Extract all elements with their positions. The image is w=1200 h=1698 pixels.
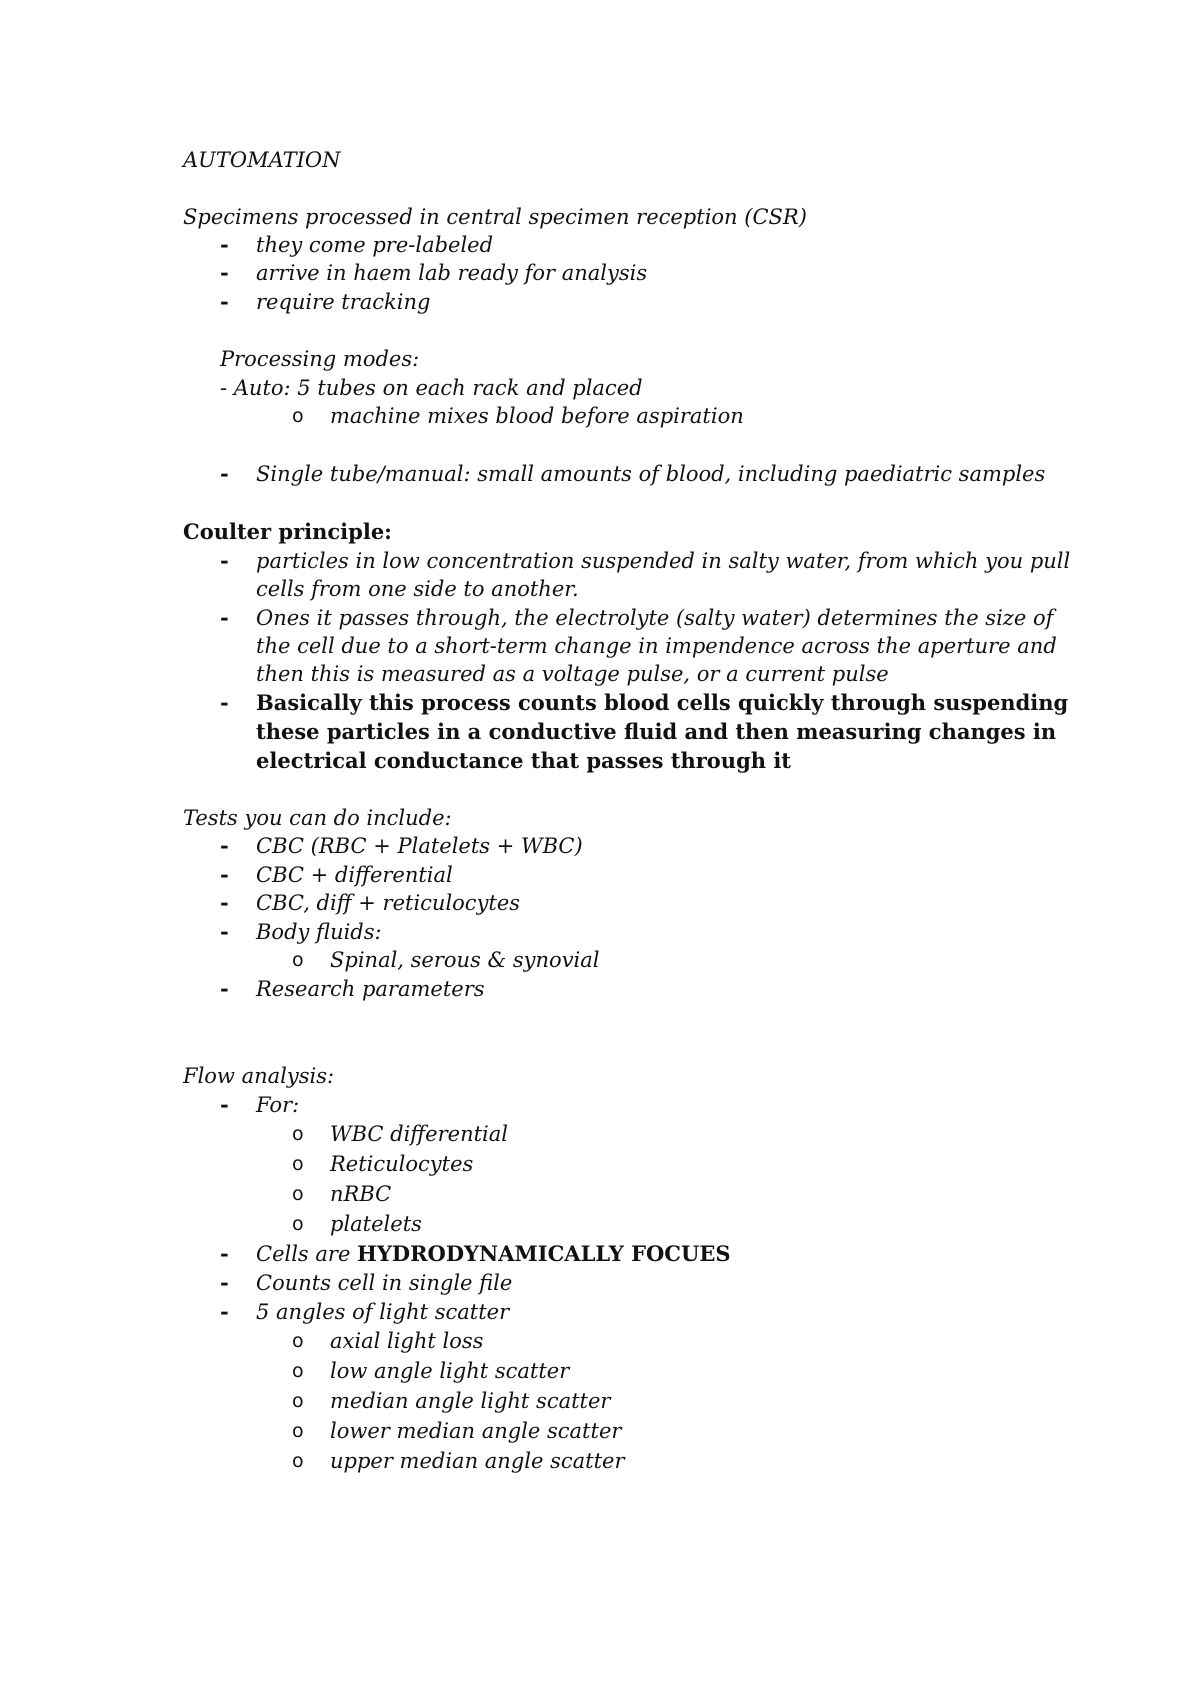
dash-marker: - — [220, 232, 229, 257]
circle-bullet: o — [292, 1123, 304, 1145]
list-sub-item: machine mixes blood before aspiration — [330, 404, 744, 428]
doc-title: AUTOMATION — [183, 148, 341, 172]
tests-heading: Tests you can do include: — [183, 806, 452, 830]
list-item-cont: the cell due to a short-term change in impendence across the aperture and — [256, 634, 1057, 658]
dash-marker: - — [220, 833, 229, 858]
dash-marker: - — [220, 605, 229, 630]
flow-heading: Flow analysis: — [183, 1064, 335, 1088]
list-item-bold-cont: electrical conductance that passes through it — [256, 748, 792, 773]
dash-marker: - — [220, 461, 229, 486]
dash-marker: - — [220, 890, 229, 915]
list-item: CBC (RBC + Platelets + WBC) — [256, 834, 583, 858]
list-item: For: — [256, 1093, 300, 1117]
list-item — [256, 1240, 731, 1268]
circle-bullet: o — [292, 1420, 304, 1442]
list-item: particles in low concentration suspended in salty water, from which you pull — [256, 549, 1071, 573]
list-sub-item: nRBC — [330, 1182, 392, 1206]
cells-emphasis: HYDRODYNAMICALLY FOCUES — [357, 1241, 731, 1266]
dash-marker: - — [220, 289, 229, 314]
dash-marker: - — [220, 862, 229, 887]
coulter-heading: Coulter principle: — [183, 519, 392, 544]
list-item: they come pre-labeled — [256, 233, 494, 257]
list-item: CBC + differential — [256, 863, 453, 887]
dash-marker: - — [220, 976, 229, 1001]
list-item-cont: cells from one side to another. — [256, 577, 579, 601]
list-sub-item: Spinal, serous & synovial — [330, 948, 600, 972]
circle-bullet: o — [292, 1360, 304, 1382]
list-item: Research parameters — [256, 977, 485, 1001]
circle-bullet: o — [292, 1330, 304, 1352]
list-sub-item: platelets — [330, 1212, 422, 1236]
dash-marker: - — [220, 548, 229, 573]
list-sub-item: upper median angle scatter — [330, 1449, 625, 1473]
cells-prefix: Cells are — [256, 1242, 358, 1266]
list-sub-item: lower median angle scatter — [330, 1419, 622, 1443]
list-sub-item: median angle light scatter — [330, 1389, 611, 1413]
list-item: Ones it passes through, the electrolyte (salty water) determines the size of — [256, 606, 1054, 630]
specimens-heading: Specimens processed in central specimen reception (CSR) — [183, 205, 807, 229]
list-item: require tracking — [256, 290, 431, 314]
processing-auto: - Auto: 5 tubes on each rack and placed — [220, 376, 643, 400]
list-item: arrive in haem lab ready for analysis — [256, 261, 648, 285]
circle-bullet: o — [292, 1153, 304, 1175]
list-sub-item: low angle light scatter — [330, 1359, 570, 1383]
dash-marker: - — [220, 1241, 229, 1266]
list-item: Counts cell in single file — [256, 1271, 513, 1295]
list-sub-item: WBC differential — [330, 1122, 508, 1146]
list-item-bold-cont: these particles in a conductive fluid and then measuring changes in — [256, 719, 1057, 744]
list-item-cont: then this is measured as a voltage pulse, or a current pulse — [256, 662, 889, 686]
dash-marker: - — [220, 260, 229, 285]
list-item: 5 angles of light scatter — [256, 1300, 510, 1324]
dash-marker: - — [220, 1299, 229, 1324]
circle-bullet: o — [292, 1450, 304, 1472]
circle-bullet: o — [292, 1390, 304, 1412]
list-sub-item: axial light loss — [330, 1329, 484, 1353]
circle-bullet: o — [292, 949, 304, 971]
list-sub-item: Reticulocytes — [330, 1152, 474, 1176]
list-item-bold: Basically this process counts blood cells quickly through suspending — [256, 690, 1069, 715]
list-item: CBC, diff + reticulocytes — [256, 891, 521, 915]
processing-heading: Processing modes: — [220, 347, 420, 371]
dash-marker: - — [220, 919, 229, 944]
list-item: Single tube/manual: small amounts of blood, including paediatric samples — [256, 462, 1046, 486]
dash-marker: - — [220, 1270, 229, 1295]
circle-bullet: o — [292, 1183, 304, 1205]
circle-bullet: o — [292, 1213, 304, 1235]
dash-marker: - — [220, 690, 229, 715]
list-item: Body fluids: — [256, 920, 382, 944]
circle-bullet: o — [292, 405, 304, 427]
dash-marker: - — [220, 1092, 229, 1117]
